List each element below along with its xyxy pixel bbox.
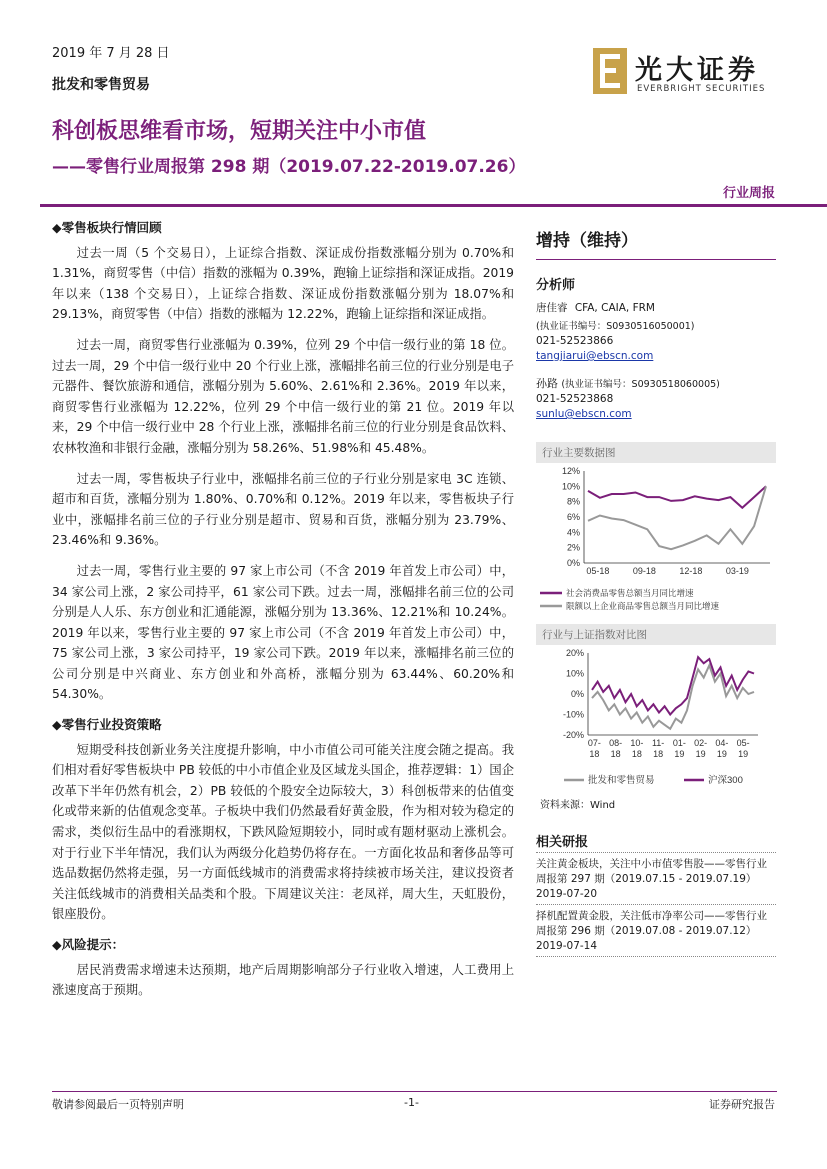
y-tick-label: 10% <box>565 668 584 679</box>
footer-divider <box>52 1091 777 1092</box>
report-type: 行业周报 <box>722 186 775 201</box>
legend-label: 批发和零售贸易 <box>588 775 655 786</box>
dotted-divider <box>536 904 776 905</box>
x-tick-label: 12-18 <box>679 566 703 576</box>
series-line-1 <box>592 665 754 729</box>
x-tick-label: 02- <box>694 738 708 748</box>
main-content <box>52 218 514 1011</box>
data-source: 资料来源：Wind <box>540 800 616 811</box>
related-report-text[interactable]: 择机配置黄金股，关注低市净率公司——零售行业周报第 296 期（2019.07.08 - 2019.07.12） <box>536 910 767 937</box>
legend-label: 沪深300 <box>708 775 743 786</box>
analyst-heading: 分析师 <box>536 278 576 293</box>
dotted-divider <box>536 956 776 957</box>
section-heading-market-review: ◆零售板块行情回顾 <box>52 220 162 235</box>
related-report-date: 2019-07-20 <box>536 888 598 900</box>
paragraph: 居民消费需求增速未达预期，地产后周期影响部分子行业收入增速，人工费用上涨速度高于预期。 <box>52 962 514 998</box>
analyst-phone: 021-52523868 <box>536 393 614 405</box>
legend-label: 社会消费品零售总额当月同比增速 <box>566 588 694 598</box>
legend-label: 限额以上企业商品零售总额当月同比增速 <box>566 601 720 611</box>
page-number: -1- <box>404 1096 419 1109</box>
x-tick-label: 19 <box>738 749 749 759</box>
logo-mark-icon <box>593 48 627 94</box>
series-line-1 <box>588 486 766 508</box>
analyst-phone: 021-52523866 <box>536 335 614 347</box>
diamond-bullet-icon: ◆ <box>52 220 62 235</box>
x-tick-label: 11- <box>651 738 665 748</box>
related-heading: 相关研报 <box>536 835 589 850</box>
y-tick-label: 12% <box>561 466 580 476</box>
related-report-date: 2019-07-14 <box>536 940 598 952</box>
analyst-license: (执业证书编号：S0930516050001) <box>536 321 695 332</box>
related-report-text[interactable]: 关注黄金板块，关注中小市值零售股——零售行业周报第 297 期（2019.07.15 - 2019.07.19） <box>536 858 767 885</box>
section-heading-strategy: ◆零售行业投资策略 <box>52 717 162 733</box>
sidebar-divider <box>536 259 776 260</box>
paragraph: 过去一周，零售板块子行业中，涨幅排名前三位的子行业分别是家电 3C 连锁、超市和百货，涨幅分别为 1.80%、0.70%和 0.12%。2019 年以来，零售板块子行业中，涨幅排名前三位的子行业分别是超市、贸易和百货，涨幅分别为 23.79%、23.46%和 9.36%。 <box>52 471 514 548</box>
report-subtitle: ——零售行业周报第 298 期（2019.07.22-2019.07.26） <box>52 157 526 177</box>
y-tick-label: 4% <box>566 527 580 538</box>
x-tick-label: 09-18 <box>632 566 656 576</box>
y-tick-label: 2% <box>566 542 580 553</box>
x-tick-label: 19 <box>674 749 685 759</box>
x-tick-label: 18 <box>589 749 600 759</box>
logo-en-text: EVERBRIGHT SECURITIES <box>637 84 766 94</box>
report-date: 2019 年 7 月 28 日 <box>52 46 170 61</box>
analyst-email-link[interactable]: sunlu@ebscn.com <box>536 408 632 420</box>
x-tick-label: 08- <box>609 738 623 748</box>
x-tick-label: 01- <box>672 738 686 748</box>
x-tick-label: 05- <box>736 738 750 748</box>
chart1-title: 行业主要数据图 <box>536 442 776 463</box>
footer-label: 证券研究报告 <box>709 1098 775 1111</box>
dotted-divider <box>536 852 776 853</box>
x-tick-label: 18 <box>631 749 642 759</box>
y-tick-label: 0% <box>570 689 584 699</box>
y-tick-label: -20% <box>562 730 584 740</box>
analyst-email-link[interactable]: tangjiarui@ebscn.com <box>536 350 654 362</box>
x-tick-label: 19 <box>695 749 706 759</box>
logo-cn-text: 光大证券 <box>635 55 759 86</box>
x-tick-label: 04- <box>715 738 729 748</box>
industry-name: 批发和零售贸易 <box>52 77 150 93</box>
company-logo <box>593 46 783 98</box>
analyst-name: 孙路 <box>536 377 558 390</box>
chart-industry-vs-index <box>536 645 776 795</box>
paragraph: 短期受科技创新业务关注度提升影响，中小市值公司可能关注度会随之提高。我们相对看好零售板块中 PB 较低的中小市值企业及区域龙头国企，推荐逻辑：1）国企改革下半年仍然有机会，2）PB 较低的个股安全边际较大，3）科创板带来的估值变化或带来新的估值观念变革。子板块中我们仍然最看好黄金股，作为相对较为稳定的需求，类似衍生品中的看涨期权，下跌风险短期较小，同时或有题材驱动上涨机会。对于行业下半年情况，我们认为两级分化趋势仍将存在。一方面化妆品和奢侈品等可选品数据仍然将走强，另一方面低线城市的消费需求将持续被市场关注，建议投资者关注低线城市的消费相关品类和个股。下周建议关注：老凤祥，周大生，天虹股份，银座股份。 <box>52 742 514 922</box>
x-tick-label: 05-18 <box>586 566 610 576</box>
y-tick-label: 10% <box>561 481 580 492</box>
diamond-bullet-icon: ◆ <box>52 717 62 733</box>
sidebar <box>536 218 776 961</box>
y-tick-label: 6% <box>566 512 580 522</box>
diamond-bullet-icon: ◆ <box>52 937 62 952</box>
paragraph: 过去一周（5 个交易日），上证综合指数、深证成份指数涨幅分别为 0.70%和 1.31%，商贸零售（中信）指数的涨幅为 0.39%，跑输上证综指和深证成指。2019 年以来（138 个交易日），上证综合指数、深证成份指数涨幅分别为 18.07%和 29.13%，商贸零售（中信）指数的涨幅为 12.22%，跑输上证综指和深证成指。 <box>52 245 514 322</box>
analyst-name: 唐佳睿 <box>536 302 568 314</box>
rating: 增持（维持） <box>536 231 638 251</box>
chart2-title: 行业与上证指数对比图 <box>536 624 776 645</box>
y-tick-label: 20% <box>565 648 584 658</box>
chart-industry-data <box>536 463 776 615</box>
header-divider <box>40 204 827 207</box>
section-heading-risk: ◆风险提示： <box>52 937 125 952</box>
x-tick-label: 19 <box>716 749 727 759</box>
x-tick-label: 10- <box>630 738 644 748</box>
analyst-license: (执业证书编号：S0930518060005) <box>561 379 720 390</box>
y-tick-label: -10% <box>562 709 584 720</box>
x-tick-label: 18 <box>653 749 664 759</box>
footer-disclaimer: 敬请参阅最后一页特别声明 <box>52 1098 184 1111</box>
analyst-cert: CFA, CAIA, FRM <box>574 302 655 314</box>
x-tick-label: 18 <box>610 749 621 759</box>
paragraph: 过去一周，零售行业主要的 97 家上市公司（不含 2019 年首发上市公司）中，34 家公司上涨，2 家公司持平，61 家公司下跌。过去一周，涨幅排名前三位的公司分别是人人乐、东方创业和汇通能源，涨幅分别为 13.36%、12.21%和 10.24%。2019 年以来，零售行业主要的 97 家上市公司（不含 2019 年首发上市公司）中，75 家公司上涨，3 家公司持平，19 家公司下跌。2019 年以来，涨幅排名前三位的公司分别是中兴商业、东方创业和外高桥，涨幅分别为 63.44%、60.20%和 54.30%。 <box>52 563 514 702</box>
y-tick-label: 0% <box>566 558 580 568</box>
report-title: 科创板思维看市场，短期关注中小市值 <box>52 119 427 144</box>
y-tick-label: 8% <box>566 496 580 507</box>
series-line-2 <box>588 486 766 549</box>
x-tick-label: 07- <box>587 738 601 748</box>
x-tick-label: 03-19 <box>725 566 749 576</box>
paragraph: 过去一周，商贸零售行业涨幅为 0.39%，位列 29 个中信一级行业的第 18 位。过去一周，29 个中信一级行业中 20 个行业上涨，涨幅排名前三位的行业分别是电子元器件、餐饮旅游和通信，涨幅分别为 5.60%、2.61%和 2.36%。2019 年以来，商贸零售行业涨幅为 12.22%，位列 29 个中信一级行业的第 21 位。2019 年以来，29 个中信一级行业中 28 个行业上涨，涨幅排名前三位的行业分别是食品饮料、农林牧渔和非银行金融，涨幅分别为 58.26%、51.98%和 45.48%。 <box>52 337 514 455</box>
